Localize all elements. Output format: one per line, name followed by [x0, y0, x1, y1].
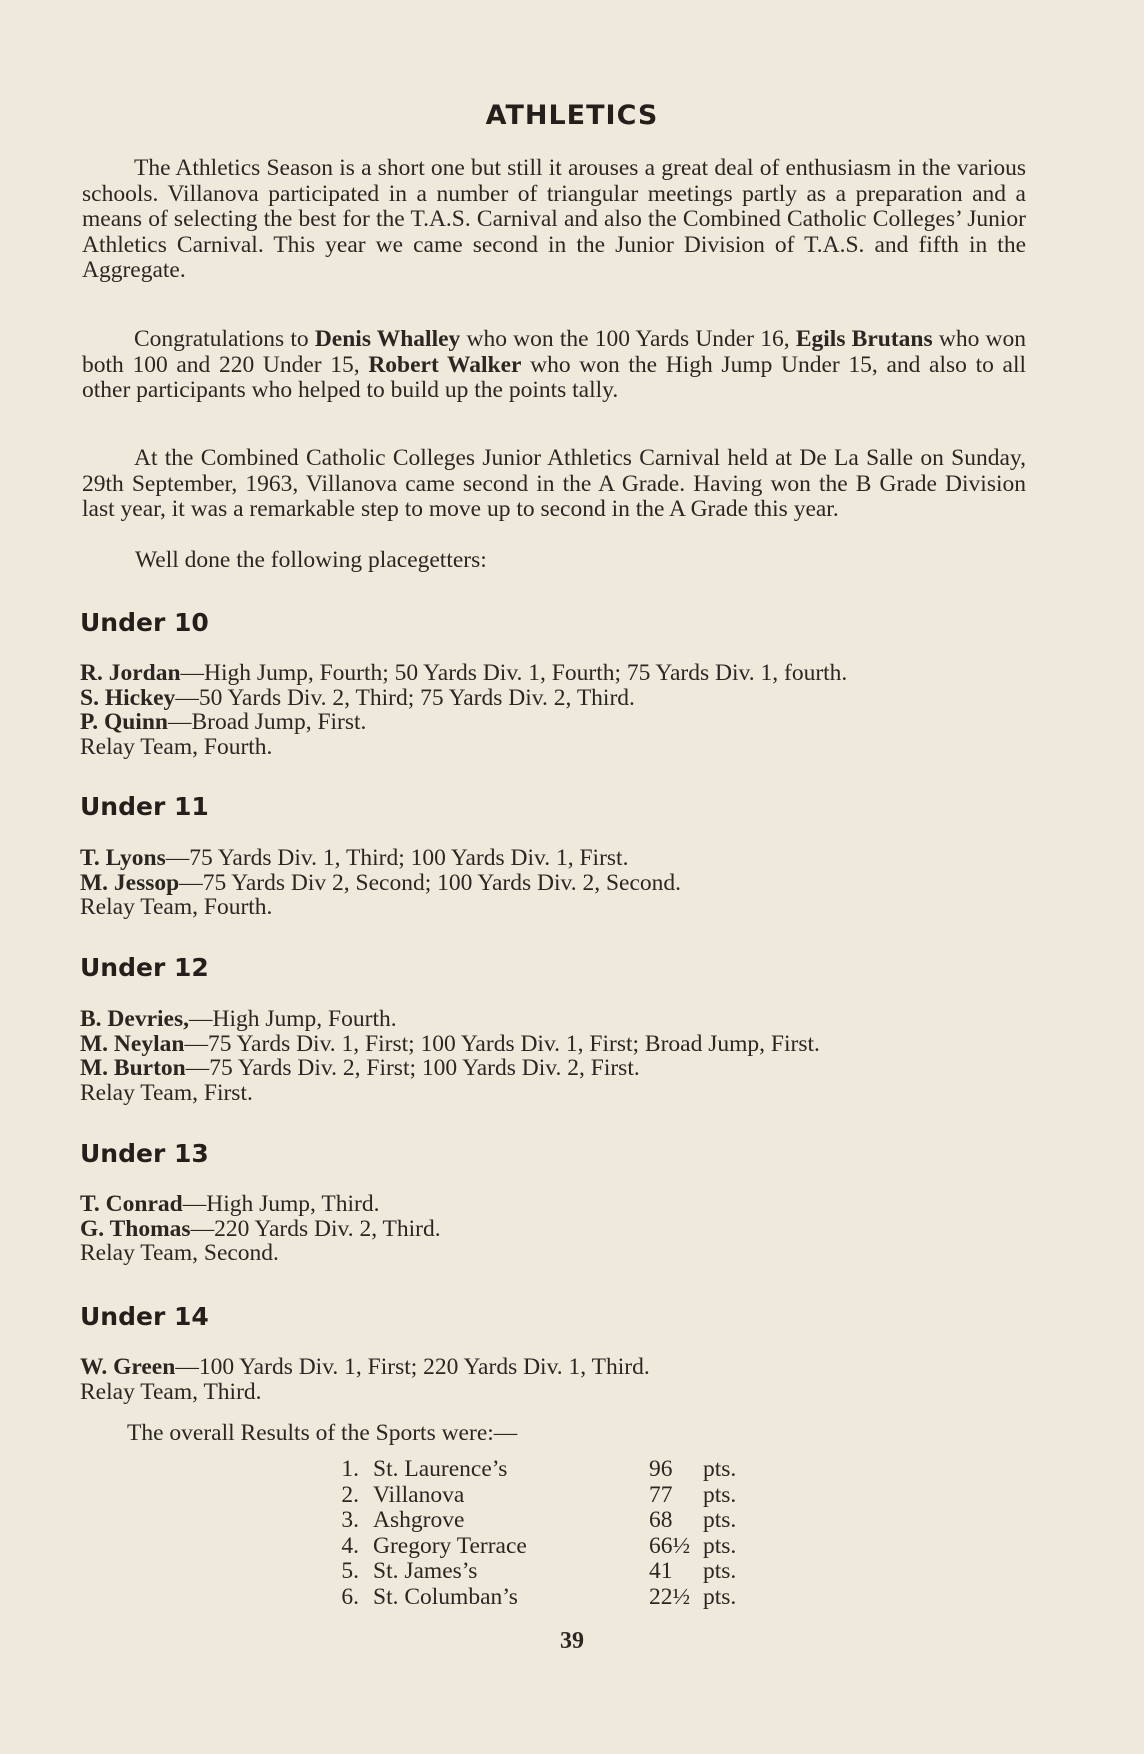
placegetter-entry — [80, 686, 1040, 711]
result-school: Villanova — [373, 1481, 465, 1508]
placegetter-result: —75 Yards Div 2, Second; 100 Yards Div. 2, Second. — [179, 869, 682, 896]
result-unit: pts. — [703, 1481, 737, 1508]
result-points: 66½ — [649, 1532, 691, 1559]
result-rank: 2. — [341, 1481, 359, 1508]
section-heading-under-13: Under 13 — [80, 1139, 209, 1168]
placegetter-result: —High Jump, Third. — [182, 1191, 380, 1217]
section-heading-under-12: Under 12 — [80, 953, 209, 982]
placegetter-name: S. Hickey — [80, 684, 176, 711]
results-row — [337, 1457, 757, 1483]
athlete-name: Egils Brutans — [795, 326, 933, 352]
placegetter-name: M. Neylan — [80, 1030, 185, 1057]
section-heading-under-10: Under 10 — [80, 608, 209, 637]
relay-entry — [80, 895, 1040, 920]
placegetter-name: M. Jessop — [80, 869, 180, 896]
placegetter-result: —220 Yards Div. 2, Third. — [190, 1215, 441, 1242]
placegetter-result: —High Jump, Fourth; 50 Yards Div. 1, Fourth; 75 Yards Div. 1, fourth. — [180, 660, 848, 686]
congrats-text: Congratulations to — [134, 326, 315, 352]
results-intro: The overall Results of the Sports were:— — [127, 1420, 518, 1446]
placegetter-entry — [80, 1007, 1040, 1032]
page-number: 39 — [560, 1628, 584, 1654]
congratulations-paragraph — [82, 327, 1026, 404]
placegetter-name: R. Jordan — [80, 660, 181, 686]
section-heading-under-11: Under 11 — [80, 792, 209, 821]
result-rank: 5. — [341, 1558, 359, 1585]
placegetter-result: —Broad Jump, First. — [167, 709, 367, 735]
section-entries-under-10 — [80, 661, 1040, 759]
placegetter-result: —75 Yards Div. 1, Third; 100 Yards Div. 1, First. — [165, 845, 629, 871]
section-entries-under-12 — [80, 1007, 1040, 1105]
relay-result: Relay Team, Second. — [80, 1240, 279, 1266]
result-unit: pts. — [703, 1532, 737, 1559]
result-unit: pts. — [703, 1583, 737, 1610]
results-table — [337, 1457, 757, 1611]
placegetter-result: —75 Yards Div. 2, First; 100 Yards Div. 2, First. — [185, 1055, 640, 1081]
section-entries-under-14 — [80, 1355, 1040, 1404]
result-school: Gregory Terrace — [373, 1532, 527, 1559]
athlete-name: Robert Walker — [368, 351, 522, 378]
result-points: 77 — [649, 1481, 673, 1508]
athlete-name: Denis Whalley — [314, 326, 461, 352]
relay-entry — [80, 1241, 1040, 1266]
result-unit: pts. — [703, 1507, 737, 1534]
results-row — [337, 1534, 757, 1560]
result-school: St. Columban’s — [373, 1583, 518, 1610]
congrats-text: who won the 100 Yards Under 16, — [460, 326, 796, 352]
result-points: 96 — [649, 1456, 673, 1482]
relay-entry — [80, 1081, 1040, 1106]
section-entries-under-11 — [80, 846, 1040, 920]
placegetter-name: T. Lyons — [80, 845, 166, 871]
placegetter-entry — [80, 1355, 1040, 1380]
result-unit: pts. — [703, 1456, 737, 1482]
placegetter-entry — [80, 1056, 1040, 1081]
relay-result: Relay Team, Fourth. — [80, 894, 273, 920]
result-rank: 3. — [341, 1507, 359, 1534]
carnival-paragraph: At the Combined Catholic Colleges Junior Athletics Carnival held at De La Salle on Sunday, 29th September, 1963, Villanova came second in the A Grade. Having won the B Grade Division last year, it was a remarkable step to move up to second in the A Grade this year. — [82, 445, 1026, 523]
congrats-text: who won both 100 and 220 Under 15, — [82, 326, 1026, 378]
page-title: ATHLETICS — [485, 100, 659, 131]
results-row — [337, 1559, 757, 1585]
placegetter-entry — [80, 1217, 1040, 1242]
relay-result: Relay Team, Third. — [80, 1378, 262, 1405]
placegetter-entry — [80, 661, 1040, 686]
relay-result: Relay Team, First. — [80, 1079, 253, 1106]
placegetter-result: —75 Yards Div. 1, First; 100 Yards Div. 1, First; Broad Jump, First. — [184, 1030, 820, 1057]
result-rank: 1. — [341, 1456, 359, 1482]
relay-entry — [80, 1380, 1040, 1405]
placegetter-result: —High Jump, Fourth. — [189, 1006, 397, 1032]
placegetter-entry — [80, 871, 1040, 896]
result-rank: 4. — [341, 1532, 359, 1559]
result-unit: pts. — [703, 1558, 737, 1585]
result-rank: 6. — [341, 1583, 359, 1610]
congrats-text: who won the High Jump Under 15, and also to all other participants who helped to build up the points tally. — [82, 351, 1027, 404]
placegetter-name: G. Thomas — [80, 1215, 191, 1242]
placegetter-name: W. Green — [80, 1354, 176, 1380]
results-row — [337, 1585, 757, 1611]
intro-paragraph: The Athletics Season is a short one but still it arouses a great deal of enthusiasm in the various schools. Villanova participated in a number of triangular meetings partly as a preparation and a means of selecting the best for the T.A.S. Carnival and also the Combined Catholic Colleges’ Junior Athletics Carnival. This year we came second in the Junior Division of T.A.S. and fifth in the Aggregate. — [82, 155, 1026, 284]
placegetter-name: M. Burton — [80, 1055, 186, 1081]
relay-result: Relay Team, Fourth. — [80, 733, 273, 760]
placegetter-entry — [80, 1192, 1040, 1217]
placegetter-name: B. Devries, — [80, 1006, 189, 1032]
results-row — [337, 1483, 757, 1509]
result-school: Ashgrove — [373, 1507, 465, 1534]
section-entries-under-13 — [80, 1192, 1040, 1266]
placegetter-name: P. Quinn — [80, 709, 168, 735]
results-row — [337, 1508, 757, 1534]
result-points: 41 — [649, 1558, 673, 1585]
placegetter-entry — [80, 710, 1040, 735]
result-points: 68 — [649, 1507, 673, 1534]
placegetter-name: T. Conrad — [80, 1191, 183, 1217]
placegetters-intro: Well done the following placegetters: — [135, 547, 487, 573]
placegetter-result: —50 Yards Div. 2, Third; 75 Yards Div. 2, Third. — [175, 684, 635, 711]
placegetter-entry — [80, 846, 1040, 871]
placegetter-entry — [80, 1032, 1040, 1057]
section-heading-under-14: Under 14 — [80, 1302, 209, 1331]
placegetter-result: —100 Yards Div. 1, First; 220 Yards Div. 1, Third. — [175, 1354, 650, 1380]
relay-entry — [80, 735, 1040, 760]
result-points: 22½ — [649, 1583, 691, 1610]
result-school: St. James’s — [373, 1558, 478, 1585]
result-school: St. Laurence’s — [373, 1456, 508, 1482]
